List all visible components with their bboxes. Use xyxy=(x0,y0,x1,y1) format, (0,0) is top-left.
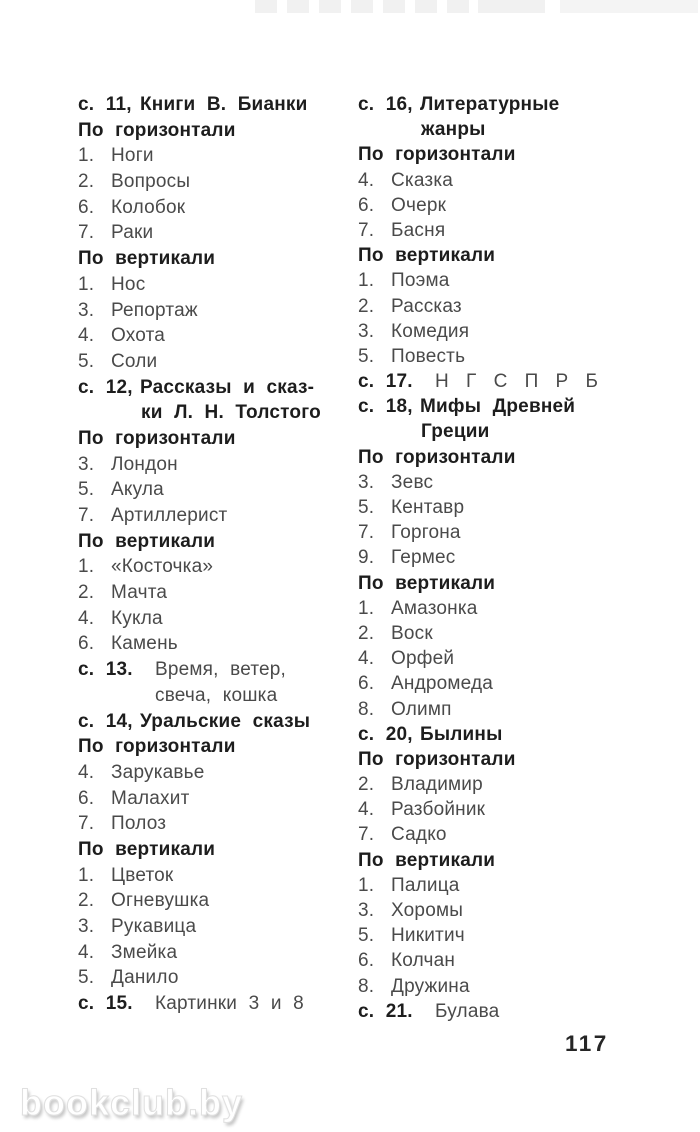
answer-text: Басня xyxy=(391,219,446,241)
answer-item xyxy=(358,495,678,520)
answer-text: Артиллерист xyxy=(111,505,228,526)
answer-number: 3. xyxy=(358,900,375,921)
answer-text: Булава xyxy=(435,1000,500,1022)
answer-text: Нос xyxy=(111,273,146,295)
answer-number: 7. xyxy=(78,505,95,526)
answer-item xyxy=(78,169,358,195)
answer-number: 4. xyxy=(358,169,375,191)
answer-number: 1. xyxy=(78,273,95,295)
answer-item xyxy=(358,268,678,293)
answer-text: Данило xyxy=(111,967,179,989)
answer-text: По вертикали xyxy=(358,245,496,267)
answer-text: Владимир xyxy=(391,774,483,796)
direction-subheading xyxy=(78,246,358,272)
answer-text: Хоромы xyxy=(391,900,464,921)
page-reference: с. 16, xyxy=(358,94,413,115)
answer-item xyxy=(358,319,678,344)
direction-subheading xyxy=(78,529,358,555)
answer-text: Раки xyxy=(111,222,154,244)
answer-item xyxy=(358,797,678,822)
answer-item xyxy=(358,697,678,722)
answer-item xyxy=(78,940,358,966)
answer-item xyxy=(78,298,358,324)
answer-text: Цветок xyxy=(111,864,174,886)
direction-subheading xyxy=(78,734,358,760)
answer-number: 2. xyxy=(358,774,375,796)
page-reference: с. 17. xyxy=(358,371,413,393)
answer-text: По вертикали xyxy=(358,849,496,871)
answer-item xyxy=(358,294,678,319)
answer-text: Палица xyxy=(391,874,460,896)
answer-text: Сказка xyxy=(391,169,454,191)
answer-item xyxy=(358,974,678,999)
answer-text: Вопросы xyxy=(111,171,191,193)
answer-text: Ноги xyxy=(111,145,154,167)
scan-artifact xyxy=(447,0,469,13)
answer-item xyxy=(358,621,678,646)
answer-number: 7. xyxy=(358,219,375,241)
answer-item xyxy=(358,822,678,847)
answer-text: По горизонтали xyxy=(78,119,236,141)
direction-subheading xyxy=(78,118,358,144)
section-heading-continuation xyxy=(358,117,678,142)
answer-number: 2. xyxy=(78,582,95,604)
page-reference: с. 13. xyxy=(78,659,133,681)
page-reference: с. 20, xyxy=(358,723,413,745)
answer-item xyxy=(358,470,678,495)
answer-item xyxy=(358,168,678,193)
answer-item xyxy=(358,596,678,621)
section-heading xyxy=(78,709,358,735)
answer-text: Разбойник xyxy=(391,799,486,821)
answer-item xyxy=(78,786,358,812)
answer-number: 5. xyxy=(358,345,375,367)
scan-artifact xyxy=(560,0,698,13)
answer-number: 1. xyxy=(78,556,95,578)
answer-number: 5. xyxy=(358,497,375,518)
page-reference: с. 21. xyxy=(358,1000,413,1022)
answer-text: Гермес xyxy=(391,547,456,569)
answer-item xyxy=(78,349,358,375)
answer-text: Поэма xyxy=(391,270,450,292)
answer-item xyxy=(358,520,678,545)
answer-text: Картинки 3 и 8 xyxy=(155,993,304,1015)
answer-text: Очерк xyxy=(391,194,447,216)
answer-number: 6. xyxy=(78,196,95,218)
answer-text: Воск xyxy=(391,622,433,644)
answer-text: Лондон xyxy=(111,453,178,475)
answer-number: 5. xyxy=(78,350,95,372)
direction-subheading xyxy=(358,445,678,470)
section-heading xyxy=(78,92,358,118)
answer-number: 5. xyxy=(78,479,95,501)
answer-number: 4. xyxy=(78,607,95,629)
page-reference: с. 15. xyxy=(78,993,133,1015)
scan-artifact xyxy=(255,0,277,13)
scan-artifact xyxy=(383,0,405,13)
answer-text: По горизонтали xyxy=(78,736,236,758)
answer-text: Орфей xyxy=(391,648,455,670)
direction-subheading xyxy=(78,426,358,452)
answer-item xyxy=(358,193,678,218)
answer-text: Малахит xyxy=(111,787,190,809)
answer-number: 7. xyxy=(358,522,375,544)
section-heading xyxy=(358,92,678,117)
answer-number: 5. xyxy=(78,967,95,989)
answer-number: 6. xyxy=(358,673,375,695)
answer-item xyxy=(78,580,358,606)
answer-text: По горизонтали xyxy=(358,748,516,770)
section-heading xyxy=(358,394,678,419)
answer-number: 6. xyxy=(358,950,375,972)
answer-item xyxy=(78,760,358,786)
answer-number: 1. xyxy=(358,874,375,896)
section-title: ки Л. Н. Толстого xyxy=(141,402,321,424)
answer-text: Время, ветер, xyxy=(155,659,287,681)
answer-text: По горизонтали xyxy=(358,446,516,468)
answer-text: Кентавр xyxy=(391,497,465,518)
answer-text: Полоз xyxy=(111,813,167,835)
answer-number: 3. xyxy=(358,320,375,342)
answer-text: «Косточка» xyxy=(111,556,214,578)
answer-item xyxy=(358,646,678,671)
answer-item xyxy=(358,772,678,797)
answer-item xyxy=(78,863,358,889)
answer-text: Змейка xyxy=(111,941,178,963)
answer-number: 9. xyxy=(358,547,375,569)
direction-subheading xyxy=(358,142,678,167)
answer-item xyxy=(78,272,358,298)
scan-artifact xyxy=(478,0,545,13)
answer-item xyxy=(78,554,358,580)
answer-number: 3. xyxy=(78,916,95,937)
answer-number: 3. xyxy=(78,299,95,321)
answer-item xyxy=(78,606,358,632)
answer-item xyxy=(358,671,678,696)
answer-item xyxy=(78,503,358,529)
answer-number: 2. xyxy=(78,890,95,912)
section-heading xyxy=(78,375,358,401)
answer-item xyxy=(78,143,358,169)
direction-subheading xyxy=(358,848,678,873)
answer-item xyxy=(358,344,678,369)
answer-number: 7. xyxy=(78,222,95,244)
answer-number: 6. xyxy=(78,633,95,655)
section-title: жанры xyxy=(421,119,486,141)
answer-number: 2. xyxy=(358,622,375,644)
section-title: Мифы Древней xyxy=(420,396,576,418)
page-reference: с. 12, xyxy=(78,376,133,398)
answer-number: 3. xyxy=(358,471,375,493)
answer-item xyxy=(78,195,358,221)
answer-number: 8. xyxy=(358,975,375,997)
answer-text: Огневушка xyxy=(111,890,210,912)
answers-column-left xyxy=(78,92,358,1017)
answer-number: 1. xyxy=(358,270,375,292)
section-heading-continuation xyxy=(358,419,678,444)
direction-subheading xyxy=(358,571,678,596)
section-title: Литературные xyxy=(420,94,560,115)
answer-number: 4. xyxy=(358,648,375,670)
watermark-text: bookclub.by xyxy=(20,1082,244,1123)
answer-number: 1. xyxy=(78,145,95,167)
page-reference: с. 11, xyxy=(78,94,132,115)
answer-text: По вертикали xyxy=(358,572,496,594)
answer-item xyxy=(78,631,358,657)
section-heading xyxy=(358,722,678,747)
answer-number: 4. xyxy=(78,941,95,963)
answer-item xyxy=(78,914,358,940)
scan-artifact xyxy=(287,0,309,13)
section-title: Былины xyxy=(420,723,503,745)
scan-artifact xyxy=(351,0,373,13)
answer-text: Никитич xyxy=(391,925,465,947)
answer-item xyxy=(358,545,678,570)
section-title: Греции xyxy=(421,421,490,443)
direction-subheading xyxy=(78,837,358,863)
answer-number: 5. xyxy=(358,925,375,947)
answer-text: Комедия xyxy=(391,320,470,342)
answer-number: 4. xyxy=(78,761,95,783)
answer-item xyxy=(78,220,358,246)
answer-text: Кукла xyxy=(111,607,163,629)
answer-text: Горгона xyxy=(391,522,461,544)
answer-text: Рукавица xyxy=(111,916,197,937)
answer-item xyxy=(78,811,358,837)
scan-artifact xyxy=(319,0,341,13)
answer-text: Колобок xyxy=(111,196,186,218)
answer-number: 6. xyxy=(78,787,95,809)
answer-item xyxy=(78,965,358,991)
answers-column-right xyxy=(358,92,678,1024)
answer-text: Зарукавье xyxy=(111,761,205,783)
answer-text: Зевс xyxy=(391,471,434,493)
answer-text: По вертикали xyxy=(78,530,216,552)
section-title: Уральские сказы xyxy=(140,710,311,732)
answer-text: Н Г С П Р Б xyxy=(435,371,599,393)
answer-text: По горизонтали xyxy=(78,427,236,449)
page-ref-answer xyxy=(358,369,678,394)
section-heading-continuation xyxy=(78,400,358,426)
direction-subheading xyxy=(358,243,678,268)
answer-text: Олимп xyxy=(391,698,452,720)
answer-number: 1. xyxy=(358,597,375,619)
answer-item xyxy=(78,452,358,478)
answer-text: Репортаж xyxy=(111,299,198,321)
answer-text: Амазонка xyxy=(391,597,478,619)
answer-text: По вертикали xyxy=(78,248,216,270)
answer-text: Повесть xyxy=(391,345,466,367)
answer-continuation xyxy=(78,683,358,709)
answer-number: 2. xyxy=(358,295,375,317)
answer-item xyxy=(358,218,678,243)
direction-subheading xyxy=(358,747,678,772)
section-title: Рассказы и сказ- xyxy=(140,376,315,398)
answer-number: 6. xyxy=(358,194,375,216)
page-ref-answer xyxy=(358,999,678,1024)
answer-text: Рассказ xyxy=(391,295,462,317)
answer-text: Садко xyxy=(391,824,447,846)
answer-number: 1. xyxy=(78,864,95,886)
answer-number: 2. xyxy=(78,171,95,193)
answer-number: 7. xyxy=(78,813,95,835)
page-reference: с. 14, xyxy=(78,710,133,732)
page-ref-answer xyxy=(78,657,358,683)
answer-number: 4. xyxy=(78,325,95,347)
answer-number: 7. xyxy=(358,824,375,846)
answer-text: Колчан xyxy=(391,950,456,972)
answer-item xyxy=(78,888,358,914)
answer-item xyxy=(358,923,678,948)
answer-number: 8. xyxy=(358,698,375,720)
answer-text: Акула xyxy=(111,479,164,501)
page-ref-answer xyxy=(78,991,358,1017)
answer-item xyxy=(78,477,358,503)
answer-number: 4. xyxy=(358,799,375,821)
answer-text: Камень xyxy=(111,633,178,655)
answer-text: Соли xyxy=(111,350,158,372)
answer-number: 3. xyxy=(78,453,95,475)
page-reference: с. 18, xyxy=(358,396,413,418)
answer-item xyxy=(358,873,678,898)
answer-text: свеча, кошка xyxy=(155,684,278,706)
section-title: Книги В. Бианки xyxy=(140,94,308,115)
answer-text: Андромеда xyxy=(391,673,494,695)
answer-item xyxy=(78,323,358,349)
answer-item xyxy=(358,898,678,923)
answer-text: По вертикали xyxy=(78,838,216,860)
scan-artifact xyxy=(415,0,437,13)
answer-item xyxy=(358,948,678,973)
answer-text: Охота xyxy=(111,325,166,347)
answer-text: Мачта xyxy=(111,582,168,604)
answer-text: Дружина xyxy=(391,975,470,997)
page-number: 117 xyxy=(565,1031,609,1056)
answer-text: По горизонтали xyxy=(358,144,516,166)
